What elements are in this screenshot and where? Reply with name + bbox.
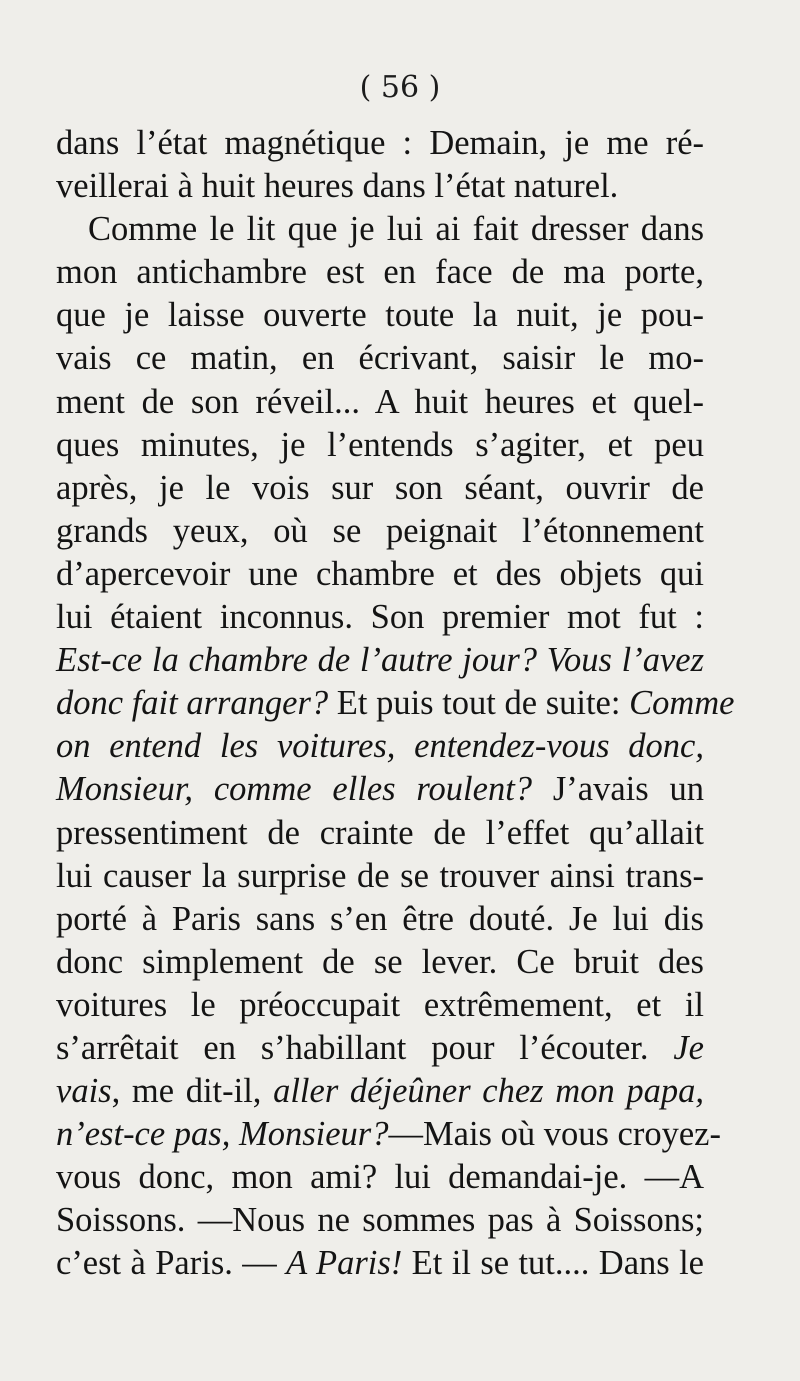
text-segment: J’avais un xyxy=(552,770,704,809)
text-segment: donc simplement de se lever. Ce bruit des xyxy=(56,942,704,981)
text-line xyxy=(56,725,704,768)
italic-text: aller déjeûner chez mon papa, xyxy=(273,1072,704,1111)
text-line xyxy=(56,510,704,553)
text-segment: s’arrêtait en s’habillant pour l’écouter. xyxy=(56,1028,674,1067)
text-segment: ment de son réveil... A huit heures et quel- xyxy=(56,382,704,421)
text-line xyxy=(56,251,704,294)
text-segment: Soissons. —Nous ne sommes pas à Soissons; xyxy=(56,1201,704,1240)
italic-text: Est-ce la chambre de l’autre jour? Vous l’avez xyxy=(56,641,704,680)
text-segment: grands yeux, où se peignait l’étonnement xyxy=(56,511,704,550)
text-segment: lui étaient inconnus. Son premier mot fut : xyxy=(56,598,704,637)
text-line xyxy=(56,1242,704,1285)
text-segment: veillerai à huit heures dans l’état naturel. xyxy=(56,167,619,206)
text-line xyxy=(56,553,704,596)
text-segment: —Mais où vous croyez- xyxy=(388,1115,721,1154)
text-line xyxy=(56,165,704,208)
text-segment: Et puis tout de suite: xyxy=(336,684,630,723)
italic-text: A Paris! xyxy=(286,1244,403,1283)
text-segment: Et il se tut.... Dans le xyxy=(402,1244,704,1283)
text-line xyxy=(56,596,704,639)
text-line xyxy=(56,1156,704,1199)
text-line xyxy=(56,639,704,682)
text-line xyxy=(56,1070,704,1113)
text-segment: c’est à Paris. — xyxy=(56,1244,287,1283)
text-segment: d’apercevoir une chambre et des objets qui xyxy=(56,554,704,593)
text-segment: vous donc, mon ami? lui demandai-je. —A xyxy=(56,1158,704,1197)
text-line xyxy=(56,467,704,510)
text-segment: Comme le lit que je lui ai fait dresser dans xyxy=(88,210,704,249)
text-line xyxy=(56,768,704,811)
italic-text: n’est-ce pas, Monsieur? xyxy=(56,1115,389,1154)
page-number: ( 56 ) xyxy=(359,70,441,105)
text-segment: dans l’état magnétique : Demain, je me ré- xyxy=(56,124,704,162)
text-line xyxy=(56,682,735,725)
italic-text: Monsieur, comme elles roulent? xyxy=(56,770,553,809)
text-segment: , me dit-il, xyxy=(111,1072,274,1111)
text-segment: mon antichambre est en face de ma porte, xyxy=(56,253,704,292)
text-line xyxy=(56,812,704,855)
italic-text: Comme xyxy=(629,684,735,723)
text-segment: lui causer la surprise de se trouver ainsi trans- xyxy=(56,856,704,895)
text-line xyxy=(56,1113,721,1156)
text-segment: que je laisse ouverte toute la nuit, je pou- xyxy=(56,296,704,335)
italic-text: Je xyxy=(673,1028,704,1067)
text-line xyxy=(56,898,704,941)
text-line xyxy=(56,855,704,898)
text-line xyxy=(56,1027,704,1070)
text-line xyxy=(56,337,704,380)
italic-text: on entend les voitures, entendez-vous donc, xyxy=(56,727,704,766)
text-line xyxy=(56,1199,704,1242)
text-line xyxy=(56,984,704,1027)
text-segment: après, je le vois sur son séant, ouvrir de xyxy=(56,468,704,507)
text-segment: vais ce matin, en écrivant, saisir le mo- xyxy=(56,339,704,378)
text-line xyxy=(56,381,704,424)
text-line xyxy=(56,208,704,251)
text-segment: voitures le préoccupait extrêmement, et il xyxy=(56,985,704,1024)
text-segment: pressentiment de crainte de l’effet qu’allait xyxy=(56,813,704,852)
text-line xyxy=(56,941,704,984)
text-line xyxy=(56,424,704,467)
text-line xyxy=(56,294,704,337)
text-segment: porté à Paris sans s’en être douté. Je lui dis xyxy=(56,899,704,938)
text-line xyxy=(56,122,704,165)
body-text xyxy=(56,122,735,1286)
text-segment: ques minutes, je l’entends s’agiter, et peu xyxy=(56,425,704,464)
italic-text: vais xyxy=(56,1072,112,1111)
italic-text: donc fait arranger? xyxy=(56,684,337,723)
